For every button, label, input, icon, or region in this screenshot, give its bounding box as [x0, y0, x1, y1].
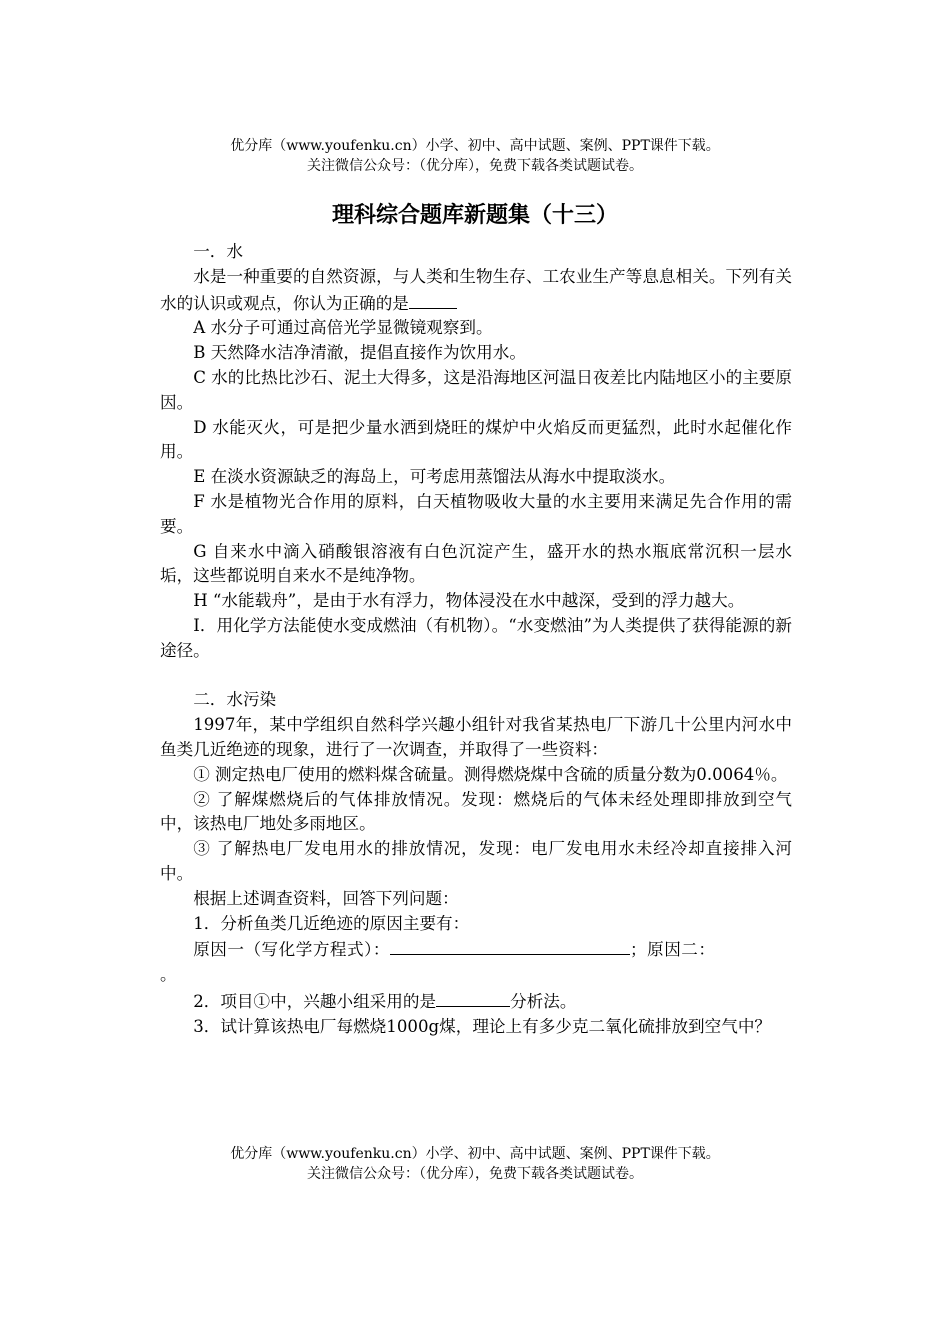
option-d: D 水能灭火，可是把少量水洒到烧旺的煤炉中火焰反而更猛烈，此时水起催化作用。 [160, 417, 792, 462]
question-1-reasons [160, 936, 792, 963]
footer-line-2: 关注微信公众号：（优分库），免费下载各类试题试卷。 [307, 1166, 643, 1182]
questions-lead: 根据上述调查资料，回答下列问题： [193, 888, 459, 908]
section1-intro-text: 水是一种重要的自然资源，与人类和生物生存、工农业生产等息息相关。下列有关水的认识或观点，你认为正确的是 [160, 266, 792, 313]
answer-blank [409, 290, 457, 309]
option-a: A 水分子可通过高倍光学显微镜观察到。 [193, 318, 493, 338]
survey-item-1: ① 测定热电厂使用的燃料煤含硫量。测得燃烧煤中含硫的质量分数为0.0064％。 [193, 764, 788, 784]
survey-item-2: ② 了解煤燃烧后的气体排放情况。发现：燃烧后的气体未经处理即排放到空气中，该热电厂地处多雨地区。 [160, 789, 792, 834]
question-2-suffix: 分析法。 [510, 991, 577, 1011]
section2-intro: 1997年，某中学组织自然科学兴趣小组针对我省某热电厂下游几十公里内河水中鱼类几近绝迹的现象，进行了一次调查，并取得了一些资料： [160, 715, 792, 759]
option-i: I．用化学方法能使水变成燃油（有机物）。“水变燃油”为人类提供了获得能源的新途径。 [160, 615, 792, 660]
question-1-end: 。 [160, 965, 177, 985]
page-footer [0, 1144, 950, 1184]
footer-line-1: 优分库（www.youfenku.cn）小学、初中、高中试题、案例、PPT课件下载。 [230, 1146, 720, 1162]
section1-intro [160, 265, 792, 317]
method-blank [436, 988, 510, 1007]
option-b: B 天然降水洁净清澈，提倡直接作为饮用水。 [193, 343, 526, 363]
question-2 [160, 988, 792, 1015]
section1-heading: 一．水 [193, 242, 243, 261]
question-2-text: 2．项目①中，兴趣小组采用的是 [193, 991, 437, 1011]
question-1: 1．分析鱼类几近绝迹的原因主要有： [193, 913, 470, 933]
option-f: F 水是植物光合作用的原料，白天植物吸收大量的水主要用来满足先合作用的需要。 [160, 491, 792, 536]
header-line-2: 关注微信公众号：（优分库），免费下载各类试题试卷。 [307, 158, 643, 174]
option-g: G 自来水中滴入硝酸银溶液有白色沉淀产生，盛开水的热水瓶底常沉积一层水垢，这些都说明自来水不是纯净物。 [160, 541, 792, 586]
reason1-label: 原因一（写化学方程式）： [193, 940, 391, 960]
option-e: E 在淡水资源缺乏的海岛上，可考虑用蒸馏法从海水中提取淡水。 [193, 467, 676, 487]
reason1-blank [390, 936, 630, 955]
document-body [160, 240, 792, 1040]
page-header [0, 136, 950, 176]
reason2-label: ；原因二： [630, 940, 716, 960]
section2-heading: 二．水污染 [193, 690, 277, 710]
page-title: 理科综合题库新题集（十三） [331, 202, 618, 228]
option-h: H “水能载舟”，是由于水有浮力，物体浸没在水中越深，受到的浮力越大。 [193, 591, 745, 611]
question-3: 3．试计算该热电厂每燃烧1000g煤，理论上有多少克二氧化硫排放到空气中？ [193, 1016, 772, 1036]
header-line-1: 优分库（www.youfenku.cn）小学、初中、高中试题、案例、PPT课件下载。 [230, 138, 720, 154]
option-c: C 水的比热比沙石、泥土大得多，这是沿海地区河温日夜差比内陆地区小的主要原因。 [160, 367, 792, 412]
survey-item-3: ③ 了解热电厂发电用水的排放情况，发现：电厂发电用水未经冷却直接排入河中。 [160, 839, 792, 883]
